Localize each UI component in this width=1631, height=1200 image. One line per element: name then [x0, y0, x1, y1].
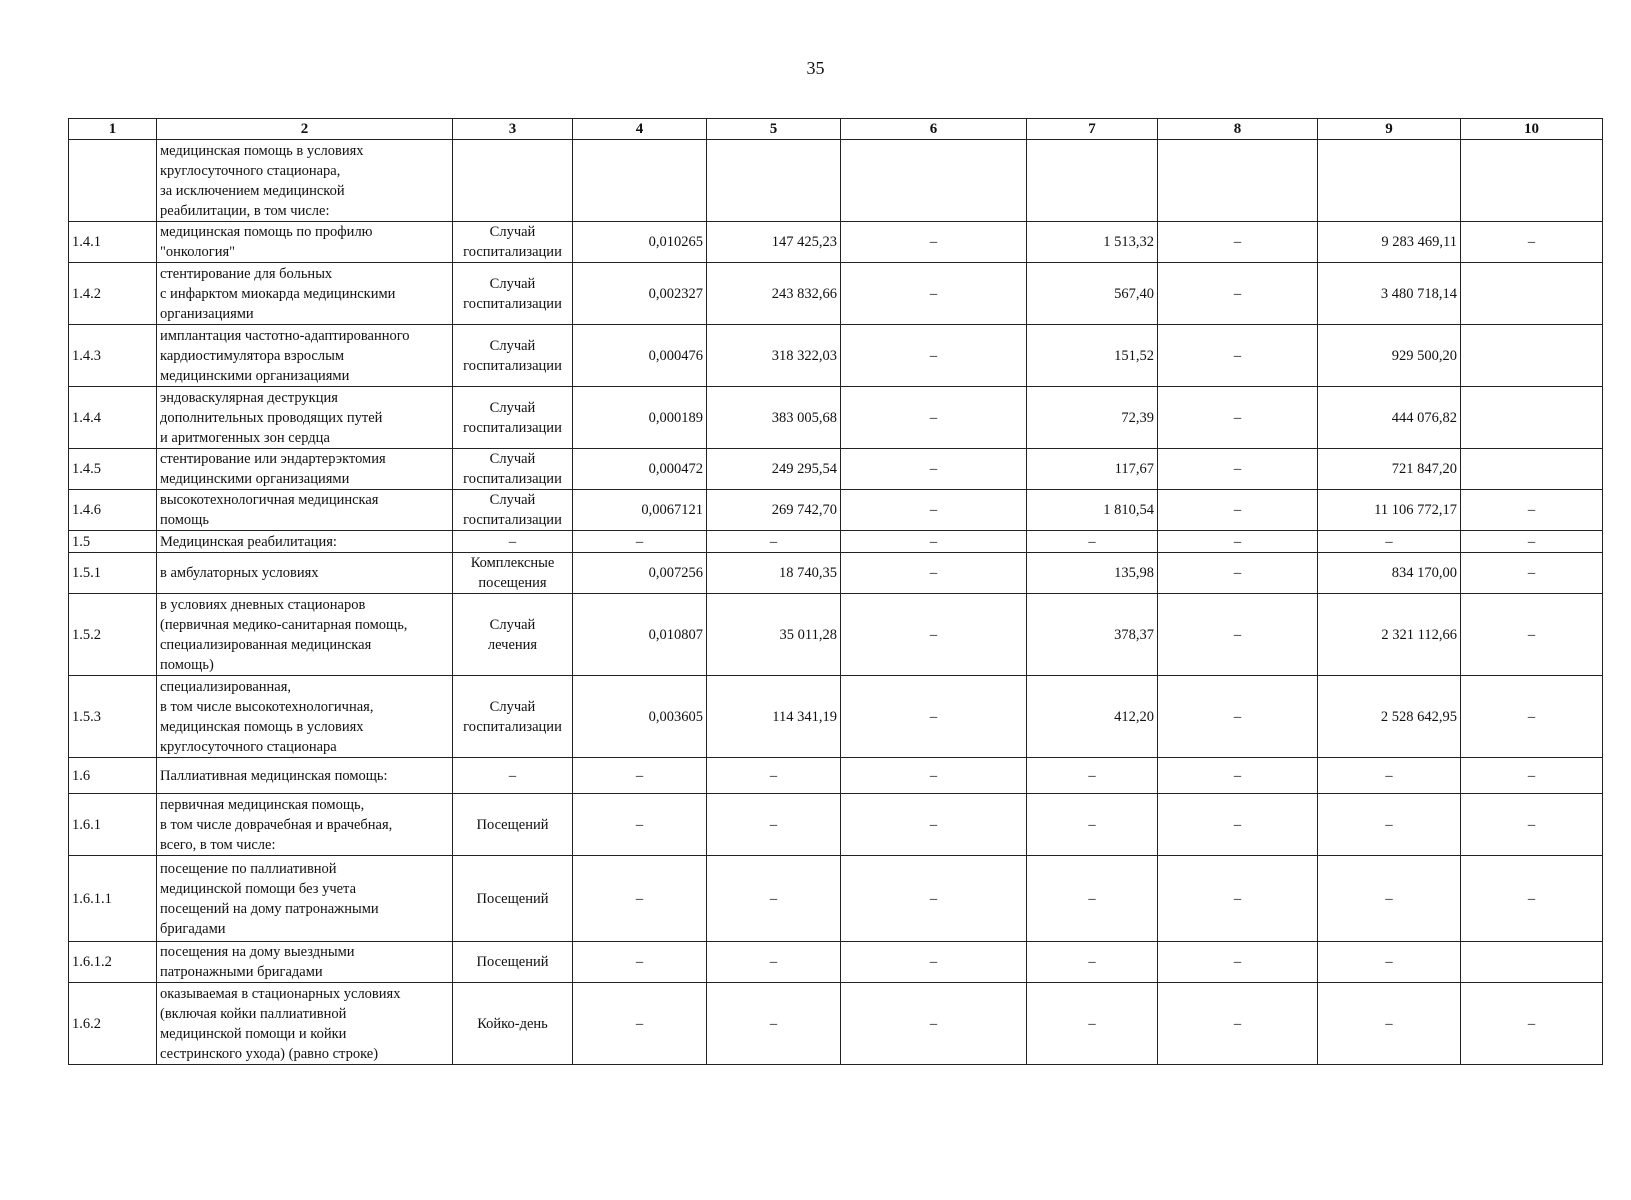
value-cell-4: 0,010265	[573, 222, 707, 263]
value-cell-6: –	[841, 387, 1027, 449]
unit-cell: Случай госпитализации	[453, 676, 573, 758]
value-cell-7: 412,20	[1027, 676, 1158, 758]
row-number: 1.5	[69, 531, 157, 553]
value-cell-10: –	[1461, 676, 1603, 758]
row-name: эндоваскулярная деструкция дополнительных проводящих путей и аритмогенных зон сердца	[157, 387, 453, 449]
value-cell-10: –	[1461, 490, 1603, 531]
unit-cell: –	[453, 531, 573, 553]
table-row	[69, 222, 1603, 263]
row-number: 1.6.1.2	[69, 942, 157, 983]
table-row	[69, 594, 1603, 676]
value-cell-7: 151,52	[1027, 325, 1158, 387]
value-cell-7: –	[1027, 856, 1158, 942]
value-cell-7: –	[1027, 983, 1158, 1065]
table-row	[69, 531, 1603, 553]
value-cell-10: –	[1461, 794, 1603, 856]
unit-cell: Случай госпитализации	[453, 325, 573, 387]
value-cell-6: –	[841, 263, 1027, 325]
value-cell-9: –	[1318, 531, 1461, 553]
value-cell-8: –	[1158, 983, 1318, 1065]
row-number: 1.4.4	[69, 387, 157, 449]
value-cell-5: –	[707, 942, 841, 983]
row-name: стентирование для больных с инфарктом миокарда медицинскими организациями	[157, 263, 453, 325]
value-cell-7: 567,40	[1027, 263, 1158, 325]
value-cell-4: 0,002327	[573, 263, 707, 325]
page-number: 35	[806, 58, 825, 78]
unit-cell: Комплексные посещения	[453, 553, 573, 594]
value-cell-5: –	[707, 758, 841, 794]
value-cell-6: –	[841, 676, 1027, 758]
value-cell-7	[1027, 140, 1158, 222]
value-cell-8: –	[1158, 942, 1318, 983]
row-name: медицинская помощь в условиях круглосуточного стационара, за исключением медицинской реабилитации, в том числе:	[157, 140, 453, 222]
value-cell-6: –	[841, 794, 1027, 856]
table-row	[69, 263, 1603, 325]
value-cell-9: –	[1318, 983, 1461, 1065]
value-cell-6: –	[841, 983, 1027, 1065]
value-cell-5: 318 322,03	[707, 325, 841, 387]
table-row	[69, 387, 1603, 449]
row-number: 1.4.5	[69, 449, 157, 490]
row-name: медицинская помощь по профилю "онкология"	[157, 222, 453, 263]
row-number: 1.6.1.1	[69, 856, 157, 942]
row-name: высокотехнологичная медицинская помощь	[157, 490, 453, 531]
row-number: 1.4.1	[69, 222, 157, 263]
value-cell-9: 3 480 718,14	[1318, 263, 1461, 325]
value-cell-9: 444 076,82	[1318, 387, 1461, 449]
value-cell-4: 0,000189	[573, 387, 707, 449]
value-cell-6	[841, 140, 1027, 222]
value-cell-7: 72,39	[1027, 387, 1158, 449]
unit-cell: Случай госпитализации	[453, 449, 573, 490]
row-number: 1.6.2	[69, 983, 157, 1065]
value-cell-5: 383 005,68	[707, 387, 841, 449]
value-cell-7: –	[1027, 942, 1158, 983]
value-cell-10: –	[1461, 983, 1603, 1065]
row-name: посещение по паллиативной медицинской помощи без учета посещений на дому патронажными бригадами	[157, 856, 453, 942]
value-cell-4: 0,000472	[573, 449, 707, 490]
table-row	[69, 983, 1603, 1065]
value-cell-5: 114 341,19	[707, 676, 841, 758]
row-name: стентирование или эндартерэктомия медицинскими организациями	[157, 449, 453, 490]
value-cell-5: 147 425,23	[707, 222, 841, 263]
value-cell-6: –	[841, 449, 1027, 490]
value-cell-4: –	[573, 758, 707, 794]
value-cell-9: 9 283 469,11	[1318, 222, 1461, 263]
value-cell-10	[1461, 140, 1603, 222]
value-cell-9: –	[1318, 758, 1461, 794]
value-cell-9	[1318, 140, 1461, 222]
value-cell-4: 0,003605	[573, 676, 707, 758]
unit-cell: Посещений	[453, 856, 573, 942]
value-cell-6: –	[841, 856, 1027, 942]
row-number: 1.4.3	[69, 325, 157, 387]
value-cell-4: 0,010807	[573, 594, 707, 676]
column-header: 10	[1461, 119, 1603, 140]
value-cell-9: –	[1318, 794, 1461, 856]
value-cell-6: –	[841, 594, 1027, 676]
value-cell-4: 0,0067121	[573, 490, 707, 531]
value-cell-6: –	[841, 531, 1027, 553]
value-cell-8: –	[1158, 449, 1318, 490]
row-number: 1.5.2	[69, 594, 157, 676]
value-cell-6: –	[841, 553, 1027, 594]
column-header: 5	[707, 119, 841, 140]
column-header: 2	[157, 119, 453, 140]
value-cell-10	[1461, 942, 1603, 983]
row-name: в амбулаторных условиях	[157, 553, 453, 594]
header-row	[69, 119, 1603, 140]
value-cell-8: –	[1158, 553, 1318, 594]
unit-cell: –	[453, 758, 573, 794]
value-cell-9: 11 106 772,17	[1318, 490, 1461, 531]
row-name: Паллиативная медицинская помощь:	[157, 758, 453, 794]
row-number: 1.4.6	[69, 490, 157, 531]
table-row	[69, 942, 1603, 983]
value-cell-10	[1461, 263, 1603, 325]
value-cell-6: –	[841, 325, 1027, 387]
value-cell-8: –	[1158, 594, 1318, 676]
value-cell-4	[573, 140, 707, 222]
value-cell-8: –	[1158, 263, 1318, 325]
value-cell-4: –	[573, 983, 707, 1065]
table-row	[69, 794, 1603, 856]
value-cell-6: –	[841, 222, 1027, 263]
value-cell-7: 1 810,54	[1027, 490, 1158, 531]
table-body	[69, 140, 1603, 1065]
value-cell-7: 135,98	[1027, 553, 1158, 594]
column-header: 4	[573, 119, 707, 140]
value-cell-7: 378,37	[1027, 594, 1158, 676]
value-cell-10	[1461, 449, 1603, 490]
value-cell-5: 249 295,54	[707, 449, 841, 490]
value-cell-8: –	[1158, 490, 1318, 531]
column-header: 3	[453, 119, 573, 140]
row-number: 1.4.2	[69, 263, 157, 325]
value-cell-5: 35 011,28	[707, 594, 841, 676]
value-cell-8: –	[1158, 856, 1318, 942]
value-cell-10: –	[1461, 222, 1603, 263]
row-number: 1.6.1	[69, 794, 157, 856]
unit-cell	[453, 140, 573, 222]
value-cell-5: –	[707, 856, 841, 942]
value-cell-5: 18 740,35	[707, 553, 841, 594]
value-cell-8	[1158, 140, 1318, 222]
value-cell-10: –	[1461, 758, 1603, 794]
value-cell-10: –	[1461, 531, 1603, 553]
value-cell-4: 0,007256	[573, 553, 707, 594]
unit-cell: Посещений	[453, 942, 573, 983]
value-cell-4: –	[573, 856, 707, 942]
value-cell-10	[1461, 325, 1603, 387]
unit-cell: Случай госпитализации	[453, 263, 573, 325]
column-header: 9	[1318, 119, 1461, 140]
value-cell-7: 117,67	[1027, 449, 1158, 490]
value-cell-8: –	[1158, 387, 1318, 449]
value-cell-10: –	[1461, 856, 1603, 942]
column-header: 1	[69, 119, 157, 140]
value-cell-9: 2 528 642,95	[1318, 676, 1461, 758]
value-cell-8: –	[1158, 325, 1318, 387]
column-header: 8	[1158, 119, 1318, 140]
value-cell-8: –	[1158, 758, 1318, 794]
value-cell-9: –	[1318, 856, 1461, 942]
unit-cell: Койко-день	[453, 983, 573, 1065]
value-cell-10: –	[1461, 553, 1603, 594]
value-cell-5: –	[707, 983, 841, 1065]
row-name: оказываемая в стационарных условиях (включая койки паллиативной медицинской помощи и койки сестринского ухода) (равно строке)	[157, 983, 453, 1065]
value-cell-8: –	[1158, 222, 1318, 263]
table-row	[69, 676, 1603, 758]
value-cell-9: 721 847,20	[1318, 449, 1461, 490]
value-cell-9: –	[1318, 942, 1461, 983]
table-row	[69, 325, 1603, 387]
value-cell-4: –	[573, 794, 707, 856]
value-cell-9: 929 500,20	[1318, 325, 1461, 387]
value-cell-4: 0,000476	[573, 325, 707, 387]
unit-cell: Случай госпитализации	[453, 222, 573, 263]
table-row	[69, 758, 1603, 794]
row-number: 1.6	[69, 758, 157, 794]
column-header: 7	[1027, 119, 1158, 140]
value-cell-10	[1461, 387, 1603, 449]
table-row	[69, 490, 1603, 531]
row-name: первичная медицинская помощь, в том числе доврачебная и врачебная, всего, в том числе:	[157, 794, 453, 856]
value-cell-4: –	[573, 531, 707, 553]
value-cell-9: 834 170,00	[1318, 553, 1461, 594]
value-cell-10: –	[1461, 594, 1603, 676]
row-name: посещения на дому выездными патронажными бригадами	[157, 942, 453, 983]
table-row	[69, 553, 1603, 594]
value-cell-5: 243 832,66	[707, 263, 841, 325]
value-cell-4: –	[573, 942, 707, 983]
value-cell-6: –	[841, 942, 1027, 983]
unit-cell: Случай госпитализации	[453, 387, 573, 449]
value-cell-8: –	[1158, 794, 1318, 856]
table-row	[69, 449, 1603, 490]
value-cell-8: –	[1158, 676, 1318, 758]
value-cell-7: –	[1027, 794, 1158, 856]
value-cell-7: –	[1027, 758, 1158, 794]
value-cell-8: –	[1158, 531, 1318, 553]
unit-cell: Случай госпитализации	[453, 490, 573, 531]
unit-cell: Посещений	[453, 794, 573, 856]
value-cell-5: 269 742,70	[707, 490, 841, 531]
row-name: в условиях дневных стационаров (первичная медико-санитарная помощь, специализированная медицинская помощь)	[157, 594, 453, 676]
row-number: 1.5.3	[69, 676, 157, 758]
value-cell-7: 1 513,32	[1027, 222, 1158, 263]
column-header: 6	[841, 119, 1027, 140]
value-cell-6: –	[841, 490, 1027, 531]
row-number: 1.5.1	[69, 553, 157, 594]
data-table	[68, 118, 1603, 1065]
table-row	[69, 140, 1603, 222]
row-name: специализированная, в том числе высокотехнологичная, медицинская помощь в условиях круглосуточного стационара	[157, 676, 453, 758]
value-cell-5: –	[707, 794, 841, 856]
value-cell-5: –	[707, 531, 841, 553]
value-cell-6: –	[841, 758, 1027, 794]
unit-cell: Случай лечения	[453, 594, 573, 676]
value-cell-5	[707, 140, 841, 222]
row-number	[69, 140, 157, 222]
value-cell-9: 2 321 112,66	[1318, 594, 1461, 676]
row-name: Медицинская реабилитация:	[157, 531, 453, 553]
row-name: имплантация частотно-адаптированного кардиостимулятора взрослым медицинскими организациями	[157, 325, 453, 387]
table-row	[69, 856, 1603, 942]
value-cell-7: –	[1027, 531, 1158, 553]
